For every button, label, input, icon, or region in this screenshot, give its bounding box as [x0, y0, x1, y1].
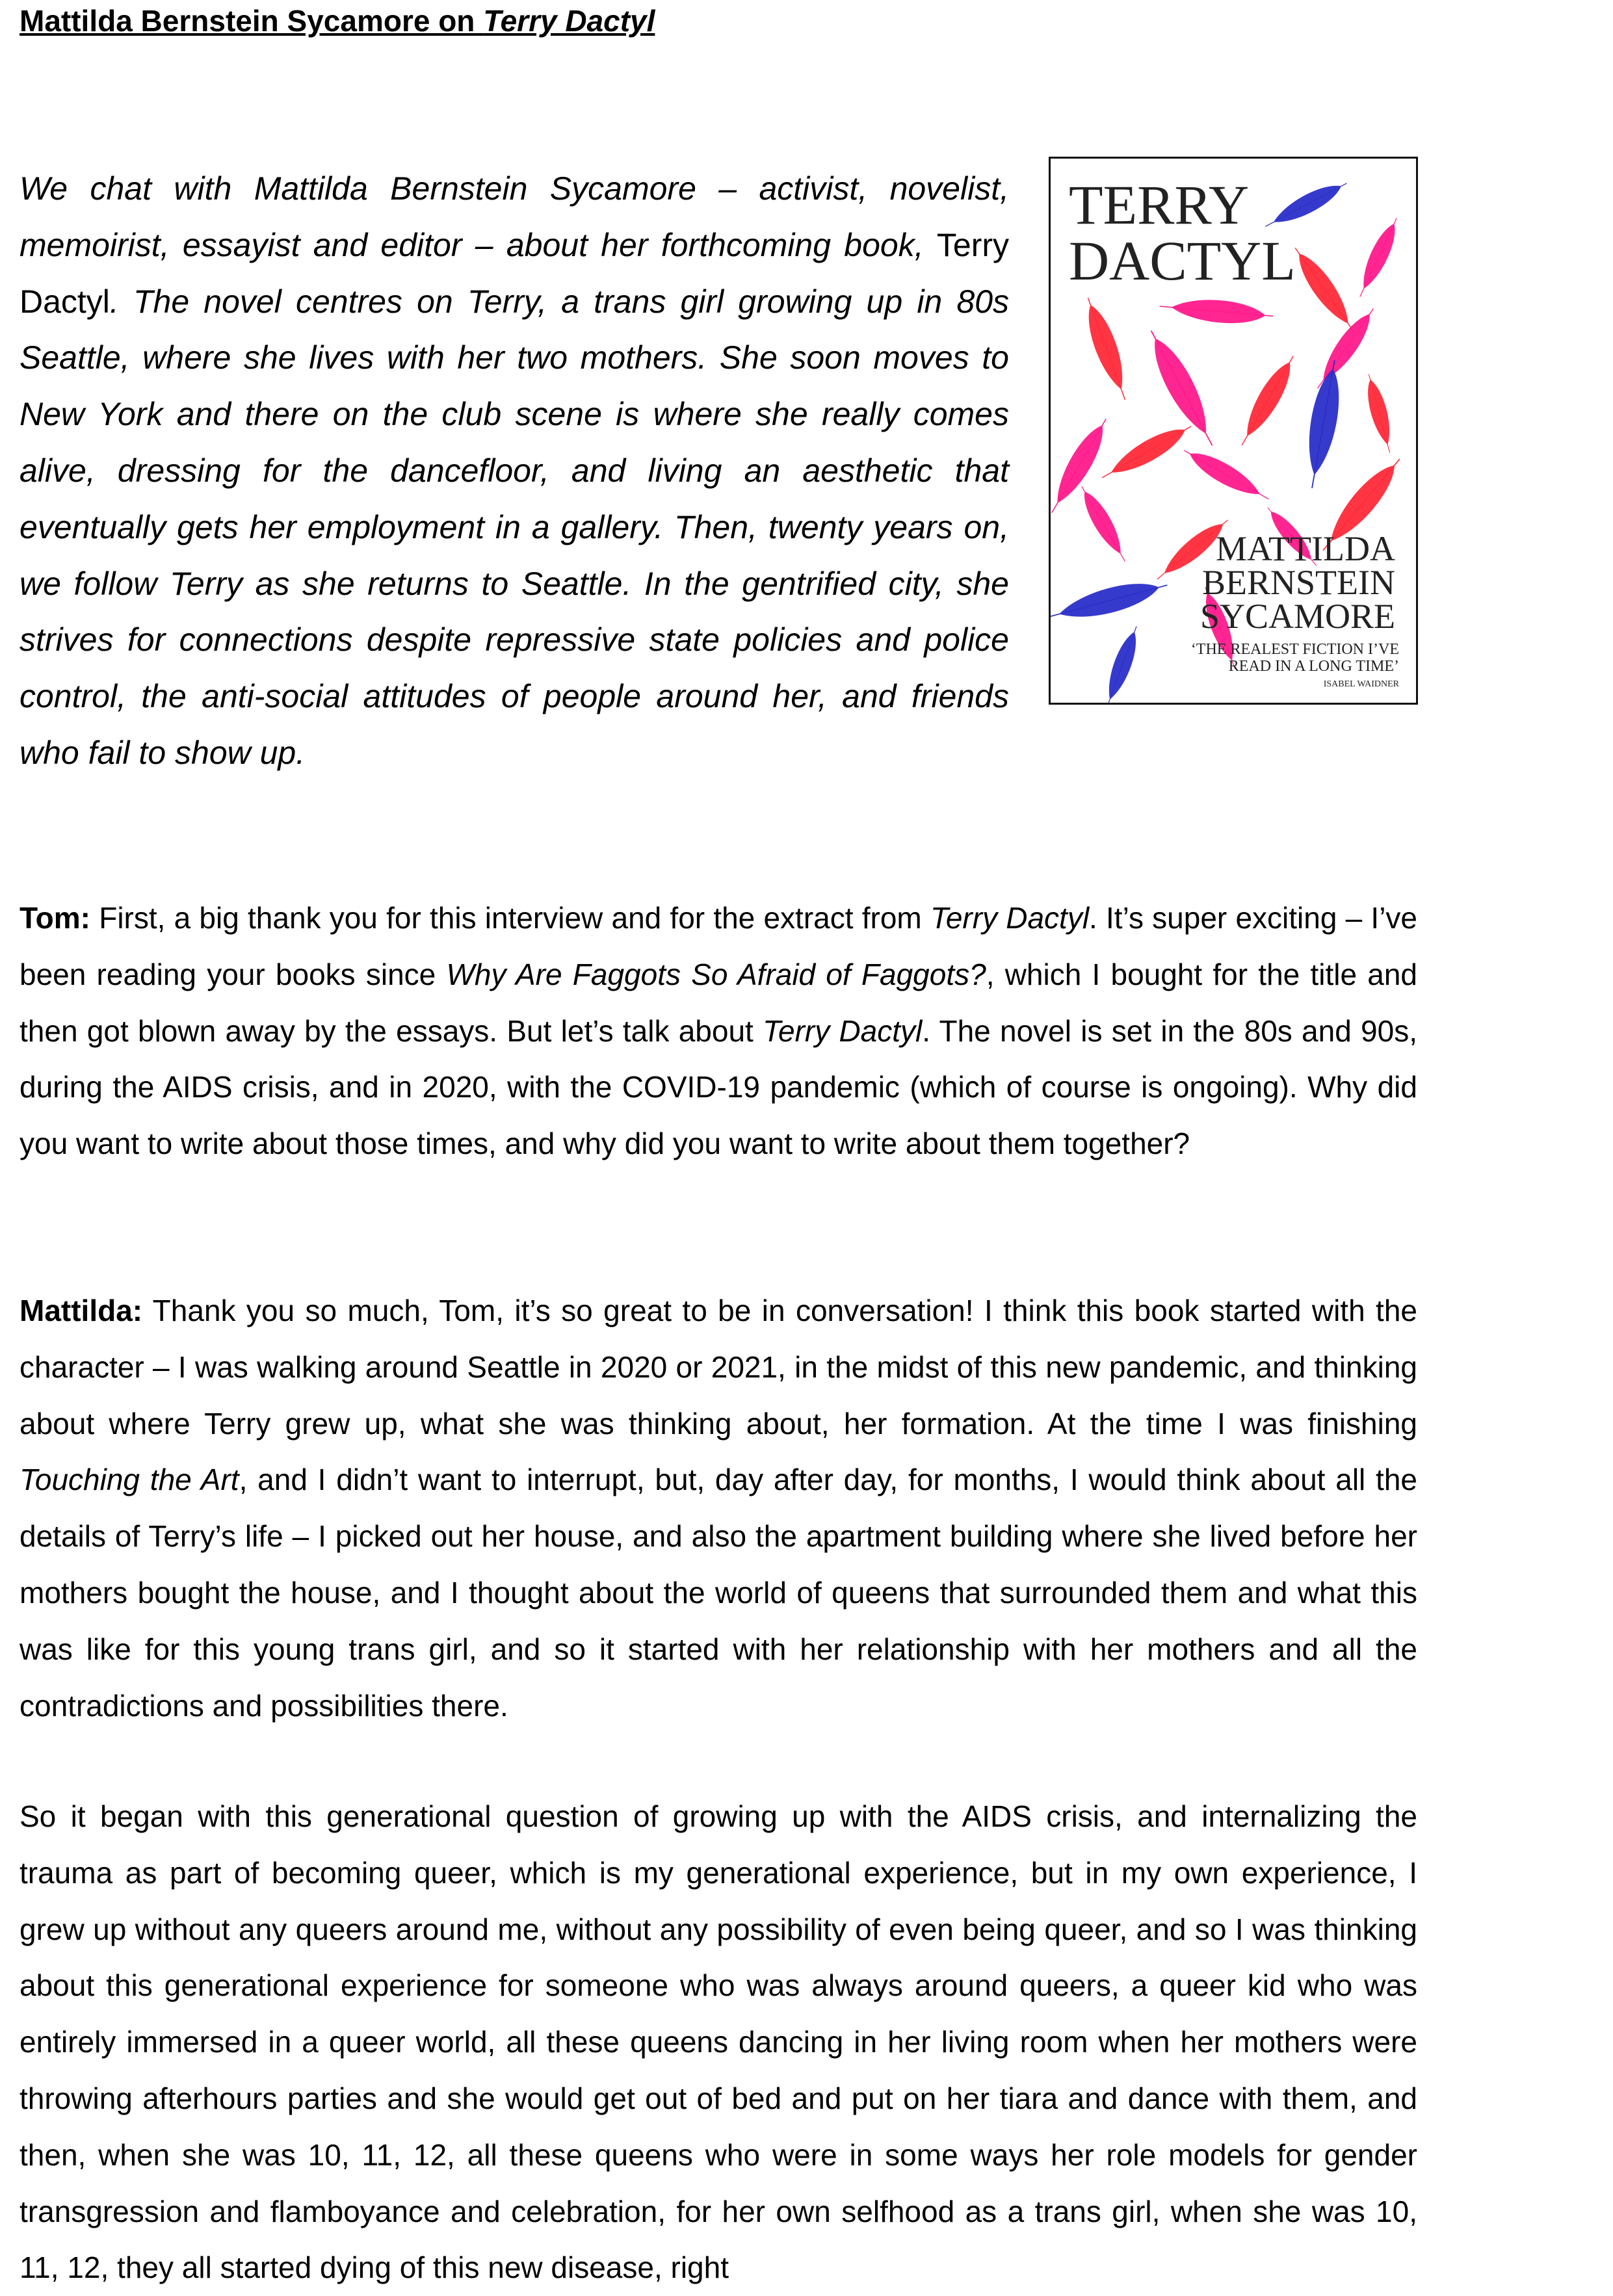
title-prefix: Mattilda Bernstein Sycamore on — [20, 4, 484, 38]
speaker-mattilda: Mattilda: — [20, 1294, 143, 1327]
cover-quote-line-2: READ IN A LONG TIME’ — [1228, 658, 1399, 675]
mattilda-book-title: Touching the Art — [20, 1463, 239, 1497]
intro-text-1: We chat with Mattilda Bernstein Sycamore – activist, novelist, memoirist, essayist and editor – about her forthcoming book, — [20, 170, 1009, 263]
cover-quote-attribution: ISABEL WAIDNER — [1323, 679, 1399, 689]
tom-text-1: First, a big thank you for this interview and for the extract from — [90, 901, 930, 935]
mattilda-text-2: , and I didn’t want to interrupt, but, day after day, for months, I would think about all the details of Terry’s life – I picked out her house, and also the apartment building where she lived before her mothers bought the house, and I thought about the world of queens that surrounded them and what this was like for this young trans girl, and so it started with her relationship with her mothers and all the contradictions and possibilities there. — [20, 1463, 1417, 1723]
cover-quote-line-1: ‘THE REALEST FICTION I’VE — [1190, 641, 1399, 658]
speaker-tom: Tom: — [20, 901, 91, 935]
intro-book-title: Terry Dactyl — [20, 226, 1009, 320]
intro-text-2: . The novel centres on Terry, a trans girl growing up in 80s Seattle, where she lives with her two mothers. She soon moves to New York and there on the club scene is where she really comes alive, dressing for the dancefloor, and living an aesthetic that eventually gets her employment in a gallery. Then, twenty years on, we follow Terry as she returns to Seattle. In the gentrified city, she strives for connections despite repressive state policies and police control, the anti-social attitudes of people around her, and friends who fail to show up. — [20, 283, 1009, 771]
mattilda-text-3: So it began with this generational question of growing up with the AIDS crisis, and internalizing the trauma as part of becoming queer, which is my generational experience, but in my own experience, I grew up without any queers around me, without any possibility of even being queer, and so I was thinking about this generational experience for someone who was always around queers, a queer kid who was entirely immersed in a queer world, all these queens dancing in her living room when her mothers were throwing afterhours parties and she would get out of bed and put on her tiara and dance with them, and then, when she was 10, 11, 12, all these queens who were in some ways her role models for gender transgression and flamboyance and celebration, for her own selfhood as a trans girl, when she was 10, 11, 12, they all started dying of this new disease, right — [20, 1799, 1417, 2285]
cover-author-line-1: MATTILDA — [1216, 529, 1395, 568]
intro-paragraph — [20, 161, 1009, 781]
cover-title-line-2: DACTYL — [1069, 229, 1296, 292]
tom-text-3: , which I bought for the title and then got blown away by the essays. But let’s talk about — [20, 957, 1417, 1048]
cover-author-line-3: SYCAMORE — [1200, 597, 1395, 636]
answer-paragraph-mattilda-2 — [20, 1788, 1417, 2296]
tom-text-2: . It’s super exciting – I’ve been reading your books since — [20, 901, 1417, 991]
book-cover — [1049, 157, 1418, 705]
cover-title-line-1: TERRY — [1069, 174, 1250, 236]
book-cover-art — [1051, 159, 1416, 703]
tom-book-title-3: Terry Dactyl — [763, 1013, 923, 1048]
answer-paragraph-mattilda-1 — [20, 1283, 1417, 1734]
cover-author-line-2: BERNSTEIN — [1202, 563, 1395, 602]
mattilda-text-1: Thank you so much, Tom, it’s so great to be in conversation! I think this book started with the character – I was walking around Seattle in 2020 or 2021, in the midst of this new pandemic, and thinking about where Terry grew up, what she was thinking about, her formation. At the time I was finishing — [20, 1294, 1417, 1441]
tom-book-title-2: Why Are Faggots So Afraid of Faggots? — [446, 957, 986, 991]
tom-book-title-1: Terry Dactyl — [930, 901, 1090, 935]
page-title — [20, 0, 655, 42]
question-paragraph-tom — [20, 890, 1417, 1172]
title-book: Terry Dactyl — [483, 4, 655, 38]
tom-text-4: . The novel is set in the 80s and 90s, during the AIDS crisis, and in 2020, with the COVID-19 pandemic (which of course is ongoing). Why did you want to write about those times, and why did you want to write about them together? — [20, 1013, 1417, 1161]
